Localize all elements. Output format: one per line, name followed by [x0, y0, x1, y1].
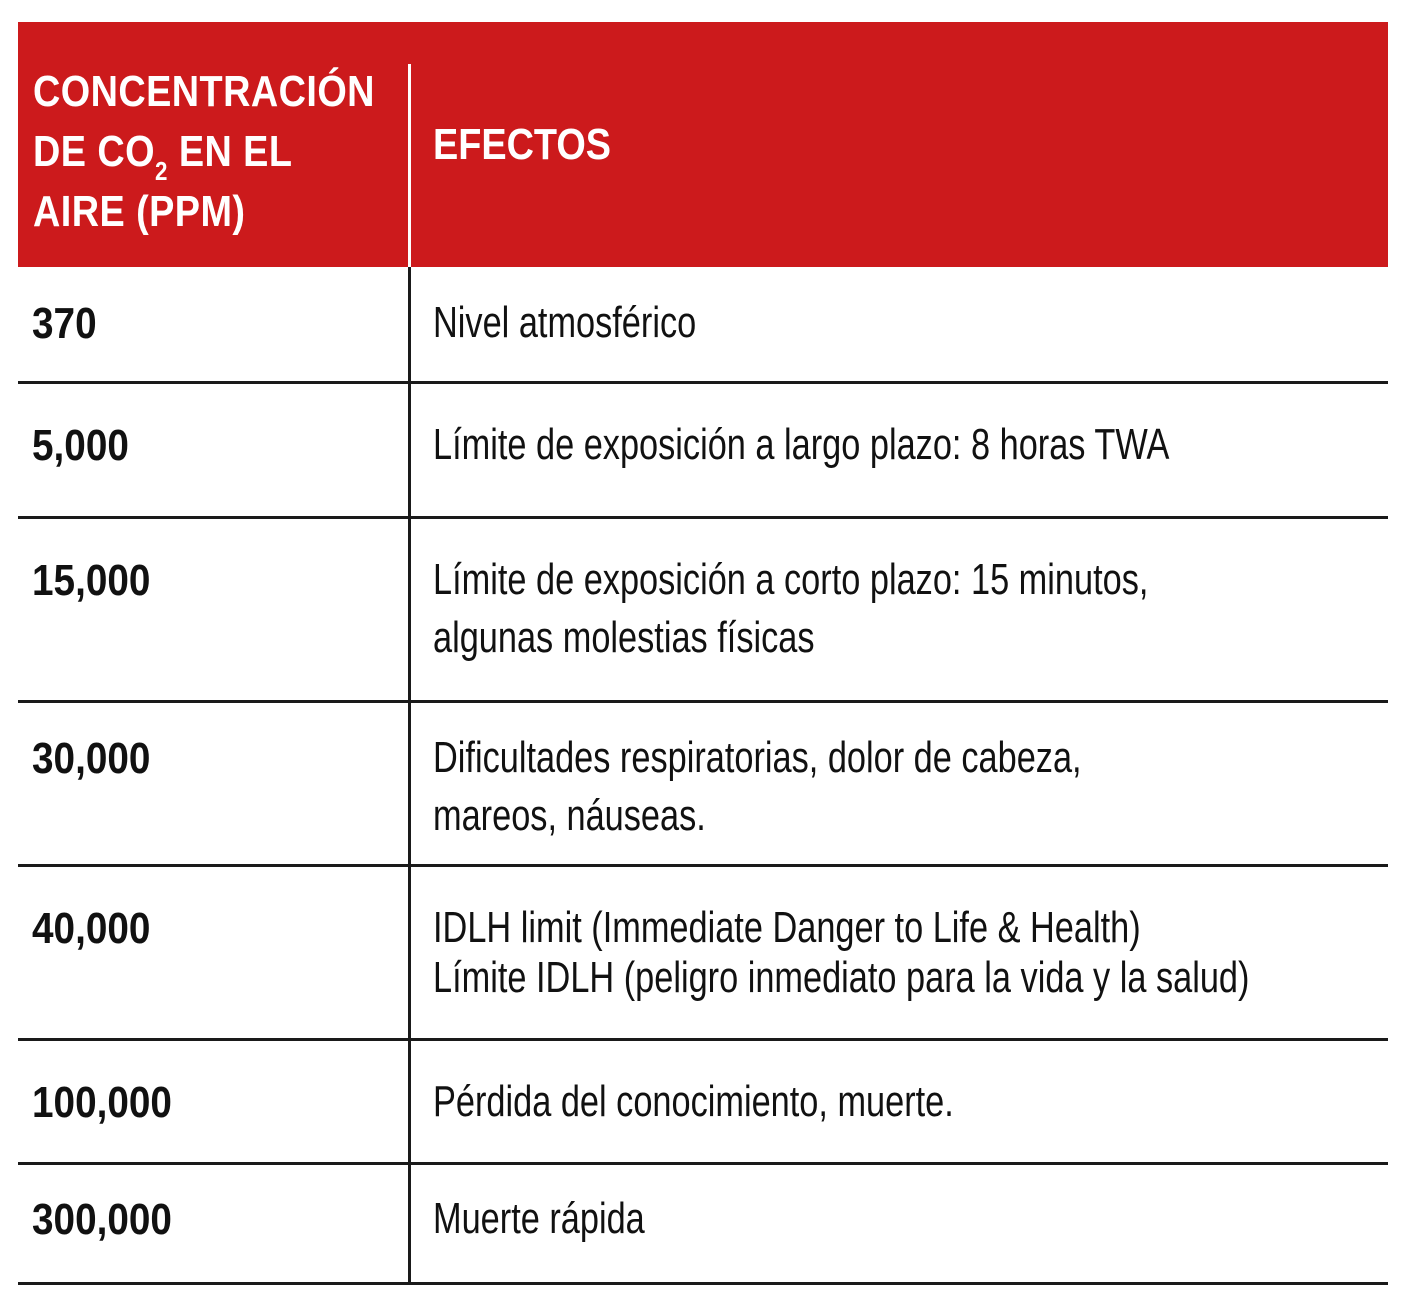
concentration-value: 15,000: [32, 556, 151, 605]
effect-text: Nivel atmosférico: [433, 298, 697, 347]
column-divider: [408, 519, 411, 703]
effect-text: IDLH limit (Immediate Danger to Life & Health) Límite IDLH (peligro inmediato para la vida y la salud): [433, 903, 1250, 1002]
effect-text: Límite de exposición a corto plazo: 15 minutos, algunas molestias físicas: [433, 555, 1149, 662]
column-divider: [408, 1165, 411, 1285]
header-concentration-line3: AIRE (PPM): [33, 187, 246, 236]
column-divider: [408, 703, 411, 867]
table-row: [18, 867, 1388, 1041]
co2-effects-table: [18, 22, 1388, 1285]
concentration-value: 40,000: [32, 904, 151, 953]
table-row: [18, 267, 1388, 384]
concentration-value: 370: [32, 299, 97, 348]
effect-text: Dificultades respiratorias, dolor de cabeza, mareos, náuseas.: [433, 733, 1082, 840]
header-concentration-line1: CONCENTRACIÓN: [33, 67, 375, 116]
header-concentration-line2: DE $CO_2$ EN EL: [33, 127, 293, 186]
concentration-value: 300,000: [32, 1195, 172, 1244]
table-row: [18, 384, 1388, 519]
table-row: [18, 1165, 1388, 1285]
table-row: [18, 703, 1388, 867]
table-row: [18, 1041, 1388, 1165]
column-divider: [408, 267, 411, 384]
effect-text: Pérdida del conocimiento, muerte.: [433, 1077, 954, 1126]
effect-text: Límite de exposición a largo plazo: 8 horas TWA: [433, 420, 1170, 469]
effect-text: Muerte rápida: [433, 1194, 645, 1243]
header-concentration: [33, 62, 375, 242]
column-divider: [408, 1041, 411, 1165]
table-row: [18, 519, 1388, 703]
concentration-value: 100,000: [32, 1078, 172, 1127]
column-divider: [408, 384, 411, 519]
column-divider: [408, 867, 411, 1041]
header-divider: [408, 64, 411, 267]
concentration-value: 30,000: [32, 734, 151, 783]
header-effects: EFECTOS: [433, 120, 612, 169]
table-header: [18, 22, 1388, 267]
concentration-value: 5,000: [32, 421, 129, 470]
